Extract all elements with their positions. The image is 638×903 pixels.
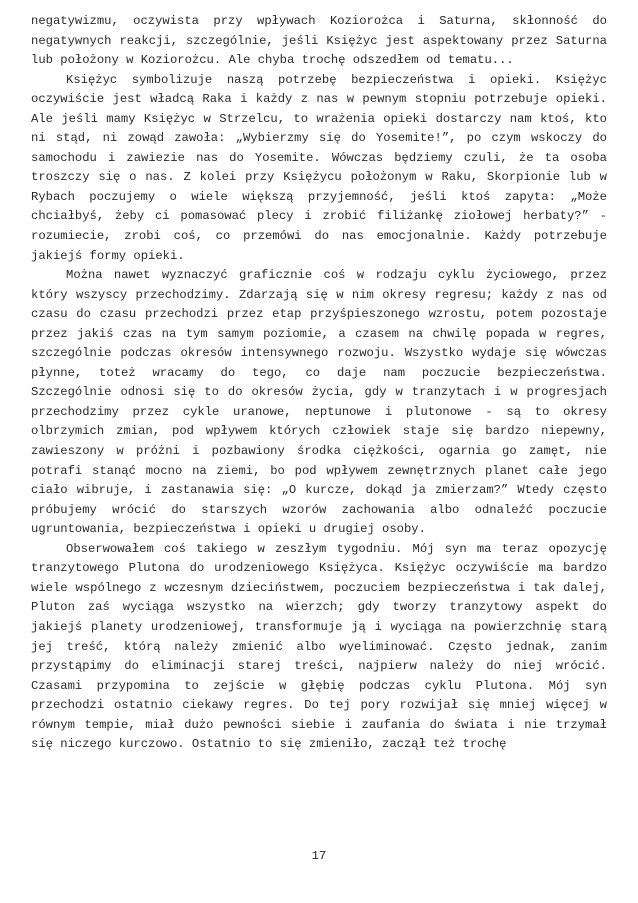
paragraph-2: Księżyc symbolizuje naszą potrzebę bezpieczeństwa i opieki. Księżyc oczywiście jest władcą Raka i każdy z nas w pewnym stopniu potrzebuje opieki. Ale jeśli mamy Księżyc w Strzelcu, to wrażenia opieki dostarczy nam ktoś, kto ni stąd, ni zowąd zawoła: „Wybierzmy się do Yosemite!”, po czym wskoczy do samochodu i zawiezie nas do Yosemite. Wówczas będziemy czuli, że ta osoba troszczy się o nas. Z kolei przy Księżycu położonym w Raku, Skorpionie lub w Rybach poczujemy o wiele większą przyjemność, jeśli ktoś zapyta: „Może chciałbyś, żeby ci pomasować plecy i zrobić filiżankę ziołowej herbaty?” - rozumiecie, zrobi coś, co przemówi do nas emocjonalnie. Każdy potrzebuje jakiejś formy opieki.: [31, 72, 607, 263]
paragraph-4: Obserwowałem coś takiego w zeszłym tygodniu. Mój syn ma teraz opozycję tranzytowego Plutona do urodzeniowego Księżyca. Księżyc oczywiście ma bardzo wiele wspólnego z wczesnym dzieciństwem, poczuciem bezpieczeństwa i tak dalej, Pluton zaś wyciąga wszystko na wierzch; gdy tworzy tranzytowy aspekt do jakiejś planety urodzeniowej, transformuje ją i wyciąga na powierzchnię starą jej treść, którą należy zmienić albo wyeliminować. Często jednak, zanim przystąpimy do eliminacji starej treści, najpierw należy do niej wrócić. Czasami przypomina to zejście w głębię podczas cyklu Plutona. Mój syn przechodzi ostatnio ciekawy regres. Do tej pory rozwijał się mniej więcej w równym tempie, miał dużo pewności siebie i zaufania do świata i nie trzymał się niczego kurczowo. Ostatnio to się zmieniło, zaczął też trochę: [31, 541, 607, 752]
page-number: 17: [311, 849, 327, 863]
paragraph-3: Można nawet wyznaczyć graficznie coś w rodzaju cyklu życiowego, przez który wszyscy przechodzimy. Zdarzają się w nim okresy regresu; każdy z nas od czasu do czasu przechodzi przez etap przyśpieszonego wzrostu, potem pozostaje przez jakiś czas na tym samym poziomie, a czasem na chwilę popada w regres, szczególnie podczas okresów intensywnego rozwoju. Wszystko wydaje się wówczas płynne, toteż wracamy do tego, co daje nam poczucie bezpieczeństwa. Szczególnie odnosi się to do okresów życia, gdy w tranzytach i w progresjach przechodzimy przez cykle uranowe, neptunowe i plutonowe - są to okresy olbrzymich zmian, pod wpływem których człowiek staje się bardzo niepewny, zawieszony w próżni i pozbawiony środka ciężkości, ogarnia go zamęt, nie potrafi stanąć mocno na ziemi, bo pod wpływem zewnętrznych planet całe jego ciało wibruje, i zastanawia się: „O kurcze, dokąd ja zmierzam?” Wtedy często próbujemy wrócić do starszych wzorów zachowania albo odnaleźć poczucie ugruntowania, bezpieczeństwa i opieki u drugiej osoby.: [31, 268, 607, 537]
body-text: [31, 12, 607, 755]
paragraph-1: negatywizmu, oczywista przy wpływach Koziorożca i Saturna, skłonność do negatywnych reakcji, szczególnie, jeśli Księżyc jest aspektowany przez Saturna lub położony w Koziorożcu. Ale chyba trochę odszedłem od tematu...: [31, 14, 607, 68]
